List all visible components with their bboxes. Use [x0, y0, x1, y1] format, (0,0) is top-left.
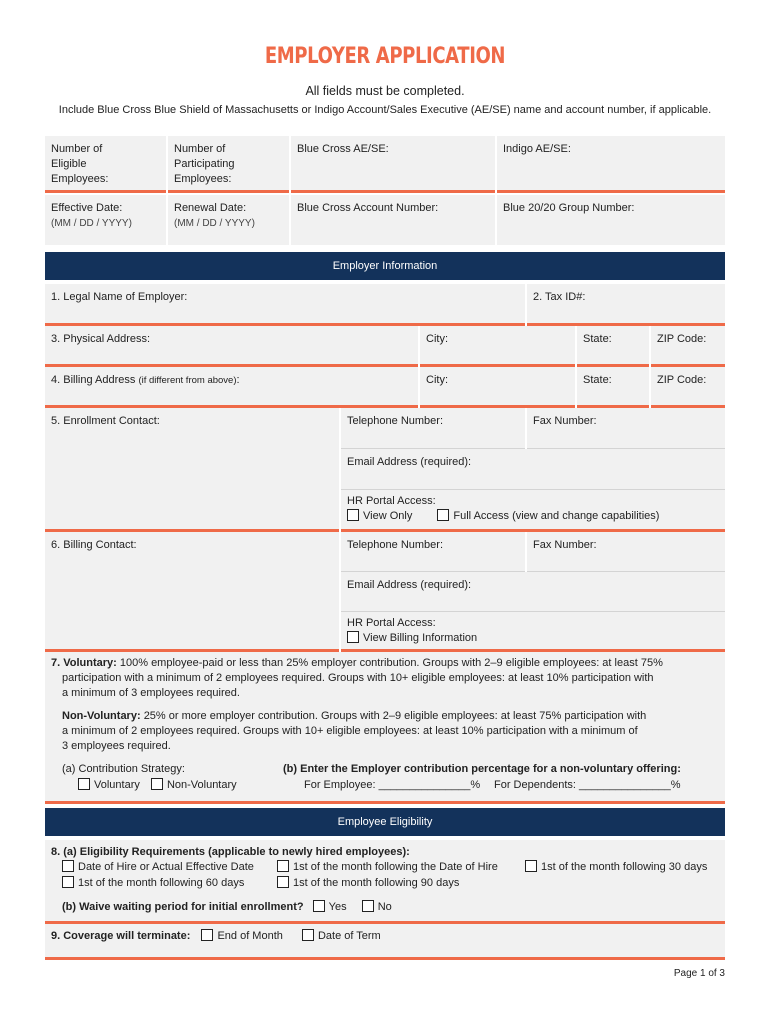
enrollment-contact-label: 5. Enrollment Contact: — [51, 415, 160, 427]
physical-city-label: City: — [426, 333, 448, 345]
billing-contact-field[interactable] — [45, 532, 339, 652]
voluntary-option[interactable] — [78, 779, 140, 791]
view-billing-label: View Billing Information — [363, 632, 478, 644]
eligibility-option-1-checkbox[interactable] — [62, 860, 74, 872]
voluntary-option-label: Voluntary — [94, 779, 140, 791]
nonvoluntary-text-3: 3 employees required. — [62, 740, 171, 752]
blue2020-field[interactable] — [497, 195, 725, 245]
enrollment-telephone-field[interactable] — [341, 408, 525, 449]
billing-city-label: City: — [426, 374, 448, 386]
physical-address-field[interactable] — [45, 326, 418, 367]
end-of-month-checkbox[interactable] — [201, 929, 213, 941]
billing-zip-label: ZIP Code: — [657, 374, 707, 386]
eligibility-option-5-label: 1st of the month following 90 days — [293, 877, 460, 889]
eligibility-option-4-checkbox[interactable] — [62, 876, 74, 888]
enrollment-hr-portal-label: HR Portal Access: — [347, 495, 436, 507]
for-dependents-field[interactable]: For Dependents: _______________% — [494, 779, 681, 791]
enrollment-fax-label: Fax Number: — [533, 415, 597, 427]
num-participating-field[interactable] — [168, 136, 289, 193]
enrollment-email-label: Email Address (required): — [347, 456, 472, 468]
physical-address-label: 3. Physical Address: — [51, 333, 151, 345]
view-only-option[interactable] — [347, 510, 412, 522]
eligibility-option-2[interactable] — [277, 860, 498, 875]
waive-yes-label: Yes — [328, 901, 347, 913]
renewal-date-format: (MM / DD / YYYY) — [174, 218, 255, 229]
eligibility-option-1-label: Date of Hire or Actual Effective Date — [78, 861, 254, 873]
enrollment-telephone-label: Telephone Number: — [347, 415, 444, 427]
num-eligible-field[interactable] — [45, 136, 166, 193]
billing-state-field[interactable] — [577, 367, 649, 408]
eligibility-option-3[interactable] — [525, 860, 707, 875]
eligibility-requirements-section — [45, 840, 725, 924]
full-access-checkbox[interactable] — [437, 509, 449, 521]
end-of-month-option[interactable] — [201, 930, 282, 942]
date-of-term-option[interactable] — [302, 930, 381, 942]
contribution-percent-label: (b) Enter the Employer contribution percentage for a non-voluntary offering: — [283, 763, 681, 775]
view-only-checkbox[interactable] — [347, 509, 359, 521]
date-of-term-label: Date of Term — [317, 930, 381, 942]
eligibility-requirements-label: 8. (a) Eligibility Requirements (applicable to newly hired employees): — [51, 846, 410, 858]
page-title: EMPLOYER APPLICATION — [264, 44, 506, 69]
view-billing-checkbox[interactable] — [347, 631, 359, 643]
coverage-terminate-label: 9. Coverage will terminate: — [51, 930, 191, 942]
waive-yes-option[interactable] — [313, 901, 347, 913]
nonvoluntary-option[interactable] — [151, 779, 237, 791]
physical-state-label: State: — [583, 333, 612, 345]
view-billing-option[interactable] — [347, 632, 477, 644]
page-subtitle: All fields must be completed. — [305, 84, 465, 98]
enrollment-email-field[interactable] — [341, 449, 725, 490]
voluntary-text-3: a minimum of 3 employees required. — [62, 687, 240, 699]
eligibility-heading: Employee Eligibility — [45, 808, 725, 836]
end-of-month-label: End of Month — [217, 930, 283, 942]
voluntary-text-2: participation with a minimum of 2 employees required. Groups with 10+ eligible employees: at least 10% participation with — [62, 672, 654, 684]
nonvoluntary-option-label: Non-Voluntary — [166, 779, 237, 791]
billing-telephone-field[interactable] — [341, 532, 525, 572]
renewal-date-label: Renewal Date: — [174, 202, 247, 214]
eligibility-option-3-checkbox[interactable] — [525, 860, 537, 872]
view-only-label: View Only — [363, 510, 413, 522]
effective-date-field[interactable] — [45, 195, 166, 245]
effective-date-format: (MM / DD / YYYY) — [51, 218, 132, 229]
eligibility-option-5[interactable] — [277, 876, 459, 891]
nonvoluntary-text-1: 25% or more employer contribution. Groups with 2–9 eligible employees: at least 75% participation with — [143, 710, 647, 722]
voluntary-label: 7. Voluntary: — [51, 657, 117, 669]
billing-address-label: 4. Billing Address — [51, 374, 136, 386]
page-number: Page 1 of 3 — [673, 968, 725, 979]
waive-no-option[interactable] — [362, 901, 392, 913]
legal-name-label: 1. Legal Name of Employer: — [51, 291, 188, 303]
effective-date-label: Effective Date: — [51, 202, 123, 214]
renewal-date-field[interactable] — [168, 195, 289, 245]
billing-fax-label: Fax Number: — [533, 539, 597, 551]
voluntary-checkbox[interactable] — [78, 778, 90, 790]
eligibility-option-2-label: 1st of the month following the Date of Hire — [293, 861, 498, 873]
legal-name-field[interactable] — [45, 284, 525, 326]
contribution-strategy-label: (a) Contribution Strategy: — [62, 763, 185, 775]
physical-zip-label: ZIP Code: — [657, 333, 707, 345]
billing-hr-portal-label: HR Portal Access: — [347, 617, 436, 629]
eligibility-option-2-checkbox[interactable] — [277, 860, 289, 872]
physical-city-field[interactable] — [420, 326, 575, 367]
nonvoluntary-label: Non-Voluntary: — [62, 710, 141, 722]
num-eligible-label: Number of Eligible Employees: — [51, 143, 109, 185]
employer-info-heading: Employer Information — [45, 252, 725, 280]
billing-city-field[interactable] — [420, 367, 575, 408]
billing-zip-field[interactable] — [651, 367, 725, 408]
billing-state-label: State: — [583, 374, 612, 386]
eligibility-option-4[interactable] — [62, 876, 244, 891]
nonvoluntary-text-2: a minimum of 2 employees required. Groups with 10+ eligible employees: at least 10% participation with a minimum of — [62, 725, 638, 737]
billing-email-label: Email Address (required): — [347, 579, 472, 591]
billing-fax-field[interactable] — [527, 532, 725, 572]
voluntary-text-1: 100% employee-paid or less than 25% employer contribution. Groups with 2–9 eligible employees: at least 75% — [119, 657, 663, 669]
date-of-term-checkbox[interactable] — [302, 929, 314, 941]
bc-account-field[interactable] — [291, 195, 495, 245]
indigo-ae-field[interactable] — [497, 136, 725, 193]
bc-ae-field[interactable] — [291, 136, 495, 193]
blue2020-label: Blue 20/20 Group Number: — [503, 202, 635, 214]
indigo-ae-label: Indigo AE/SE: — [503, 143, 571, 155]
tax-id-label: 2. Tax ID#: — [533, 291, 586, 303]
full-access-option[interactable] — [437, 510, 659, 522]
enrollment-contact-field[interactable] — [45, 408, 339, 532]
waive-no-label: No — [377, 901, 392, 913]
num-participating-label: Number of Participating Employees: — [174, 143, 235, 185]
billing-address-colon: : — [236, 374, 240, 386]
billing-telephone-label: Telephone Number: — [347, 539, 444, 551]
billing-email-field[interactable] — [341, 572, 725, 612]
eligibility-option-5-checkbox[interactable] — [277, 876, 289, 888]
billing-address-field[interactable] — [45, 367, 418, 408]
eligibility-option-3-label: 1st of the month following 30 days — [541, 861, 708, 873]
physical-state-field[interactable] — [577, 326, 649, 367]
waive-waiting-label: (b) Waive waiting period for initial enrollment? — [62, 901, 304, 913]
eligibility-option-1[interactable] — [62, 860, 254, 875]
voluntary-section — [45, 652, 725, 804]
bc-account-label: Blue Cross Account Number: — [297, 202, 439, 214]
for-employee-field[interactable]: For Employee: _______________% — [304, 779, 481, 791]
coverage-terminate-section — [45, 924, 725, 960]
physical-zip-field[interactable] — [651, 326, 725, 367]
enrollment-hr-portal — [341, 490, 725, 532]
tax-id-field[interactable] — [527, 284, 725, 326]
billing-address-note: (if different from above) — [138, 375, 237, 386]
enrollment-fax-field[interactable] — [527, 408, 725, 449]
instructions-text: Include Blue Cross Blue Shield of Massachusetts or Indigo Account/Sales Executive (AE/SE) name and account number, if applicable. — [58, 104, 712, 116]
billing-hr-portal — [341, 612, 725, 652]
eligibility-option-4-label: 1st of the month following 60 days — [78, 877, 245, 889]
waive-yes-checkbox[interactable] — [313, 900, 325, 912]
nonvoluntary-checkbox[interactable] — [151, 778, 163, 790]
billing-contact-label: 6. Billing Contact: — [51, 539, 137, 551]
bc-ae-label: Blue Cross AE/SE: — [297, 143, 389, 155]
waive-no-checkbox[interactable] — [362, 900, 374, 912]
full-access-label: Full Access (view and change capabilities) — [453, 510, 660, 522]
